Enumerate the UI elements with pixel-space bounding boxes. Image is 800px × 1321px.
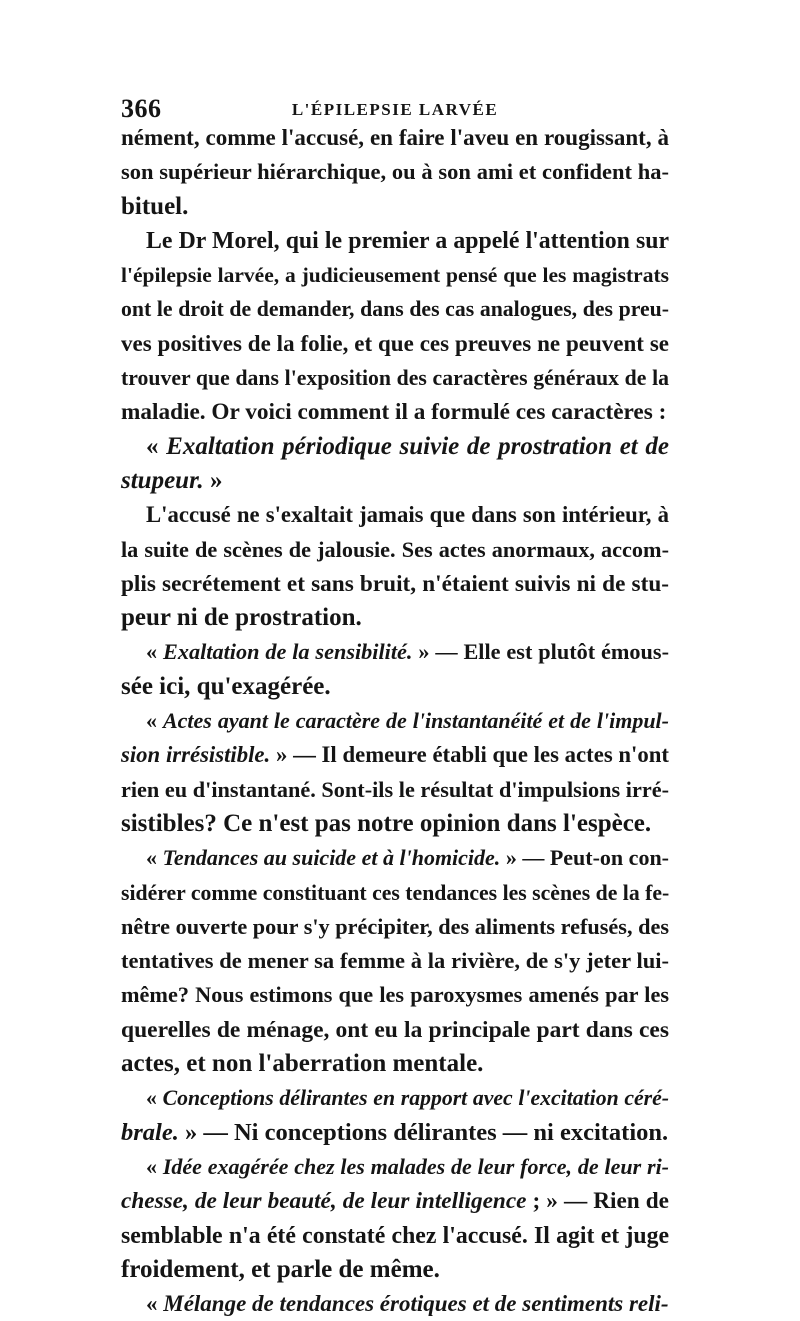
page-number: 366 (121, 94, 162, 123)
text-line (121, 190, 669, 224)
text-span: nêtre ouverte pour s'y précipiter, des aliments refusés, des (121, 913, 669, 939)
italic-text: sion irrésistible. (121, 742, 271, 768)
text-span: l'épilepsie larvée, a judicieusement pensé que les magistrats (121, 263, 669, 288)
running-title: L'ÉPILEPSIE LARVÉE (291, 100, 499, 119)
text-line (121, 121, 669, 155)
text-span: ont le droit de demander, dans des cas analogues, des preu- (121, 297, 669, 322)
text-span: « (146, 1153, 163, 1179)
text-line (121, 910, 669, 944)
text-line (121, 635, 669, 669)
text-line (121, 944, 669, 978)
text-line (121, 1047, 669, 1081)
italic-text: Idée exagérée chez les malades de leur force, de leur ri- (162, 1153, 670, 1179)
italic-text: Mélange de tendances érotiques et de sentiments reli- (163, 1291, 669, 1317)
text-span: » — Ni conceptions délirantes — ni excitation. (178, 1118, 669, 1146)
text-span: » — Peut-on con- (500, 845, 670, 871)
text-span: ; » — Rien de (526, 1188, 669, 1215)
text-span: froidement, et parle de même. (121, 1255, 440, 1283)
italic-text: brale. (121, 1118, 179, 1146)
text-line (121, 361, 669, 395)
text-line (121, 841, 669, 875)
text-line (121, 464, 669, 498)
text-line (121, 1081, 669, 1115)
italic-text: Actes ayant le caractère de l'instantanéité et de l'impul- (162, 708, 669, 734)
text-span: » — Il demeure établi que les actes n'ont (270, 742, 669, 768)
italic-text: stupeur. (121, 466, 204, 494)
text-span: » (203, 466, 223, 494)
text-line (121, 224, 669, 258)
text-line (121, 1116, 669, 1150)
text-span: même? Nous estimons que les paroxysmes amenés par les (121, 982, 669, 1008)
text-span: sée ici, qu'exagérée. (121, 672, 331, 700)
text-line (121, 430, 669, 464)
italic-text: chesse, de leur beauté, de leur intelligence (121, 1188, 527, 1215)
italic-text: Exaltation de la sensibilité. (163, 639, 413, 665)
text-line (121, 395, 669, 429)
body-text (121, 121, 669, 1321)
text-line (121, 498, 669, 532)
text-span: sidérer comme constituant ces tendances les scènes de la fe- (121, 880, 670, 905)
text-span: « (146, 639, 164, 665)
text-span: querelles de ménage, ont eu la principale part dans ces (121, 1016, 669, 1043)
text-span: la suite de scènes de jalousie. Ses actes anormaux, accom- (121, 536, 669, 562)
text-span: ves positives de la folie, et que ces preuves ne peuvent se (121, 330, 669, 356)
text-line (121, 670, 669, 704)
italic-text: Exaltation périodique suivie de prostration et de (166, 432, 669, 460)
text-span: peur ni de prostration. (121, 604, 362, 632)
text-span: « (146, 432, 167, 460)
text-span: « (146, 845, 163, 871)
text-line (121, 533, 669, 567)
text-line (121, 1150, 669, 1184)
text-line (121, 601, 669, 635)
text-line (121, 1013, 669, 1047)
text-line (121, 773, 669, 807)
text-span: sistibles? Ce n'est pas notre opinion dans l'espèce. (121, 809, 652, 837)
text-span: L'accusé ne s'exaltait jamais que dans son intérieur, à (146, 502, 669, 528)
text-line (121, 1219, 669, 1253)
text-span: plis secrétement et sans bruit, n'étaient suivis ni de stu- (121, 570, 669, 597)
italic-text: Conceptions délirantes en rapport avec l'excitation céré- (162, 1086, 670, 1111)
text-span: trouver que dans l'exposition des caractères généraux de la (121, 366, 669, 391)
text-span: nément, comme l'accusé, en faire l'aveu en rougissant, à (121, 125, 669, 150)
italic-text: Tendances au suicide et à l'homicide. (162, 845, 501, 871)
text-span: maladie. Or voici comment il a formulé ces caractères : (121, 399, 667, 426)
text-line (121, 876, 669, 910)
text-span: son supérieur hiérarchique, ou à son ami et confident ha- (121, 159, 669, 185)
text-span: actes, et non l'aberration mentale. (121, 1050, 484, 1078)
text-line (121, 567, 669, 601)
text-line (121, 704, 669, 738)
text-line (121, 1184, 669, 1218)
text-span: semblable n'a été constaté chez l'accusé. Il agit et juge (121, 1222, 669, 1249)
text-span: rien eu d'instantané. Sont-ils le résultat d'impulsions irré- (121, 776, 669, 802)
text-line (121, 327, 669, 361)
text-span: » — Elle est plutôt émous- (412, 639, 669, 665)
text-span: « (146, 1086, 163, 1111)
text-line (121, 978, 669, 1012)
text-line (121, 292, 669, 326)
text-line (121, 738, 669, 772)
text-span: « (146, 1291, 164, 1317)
text-line (121, 258, 669, 292)
text-span: bituel. (121, 192, 189, 220)
text-span: tentatives de mener sa femme à la rivière, de s'y jeter lui- (121, 948, 669, 974)
text-line (121, 155, 669, 189)
text-span: « (146, 708, 163, 734)
text-span: Le Dr Morel, qui le premier a appelé l'attention sur (146, 227, 669, 254)
text-line (121, 807, 669, 841)
text-line (121, 1287, 669, 1321)
